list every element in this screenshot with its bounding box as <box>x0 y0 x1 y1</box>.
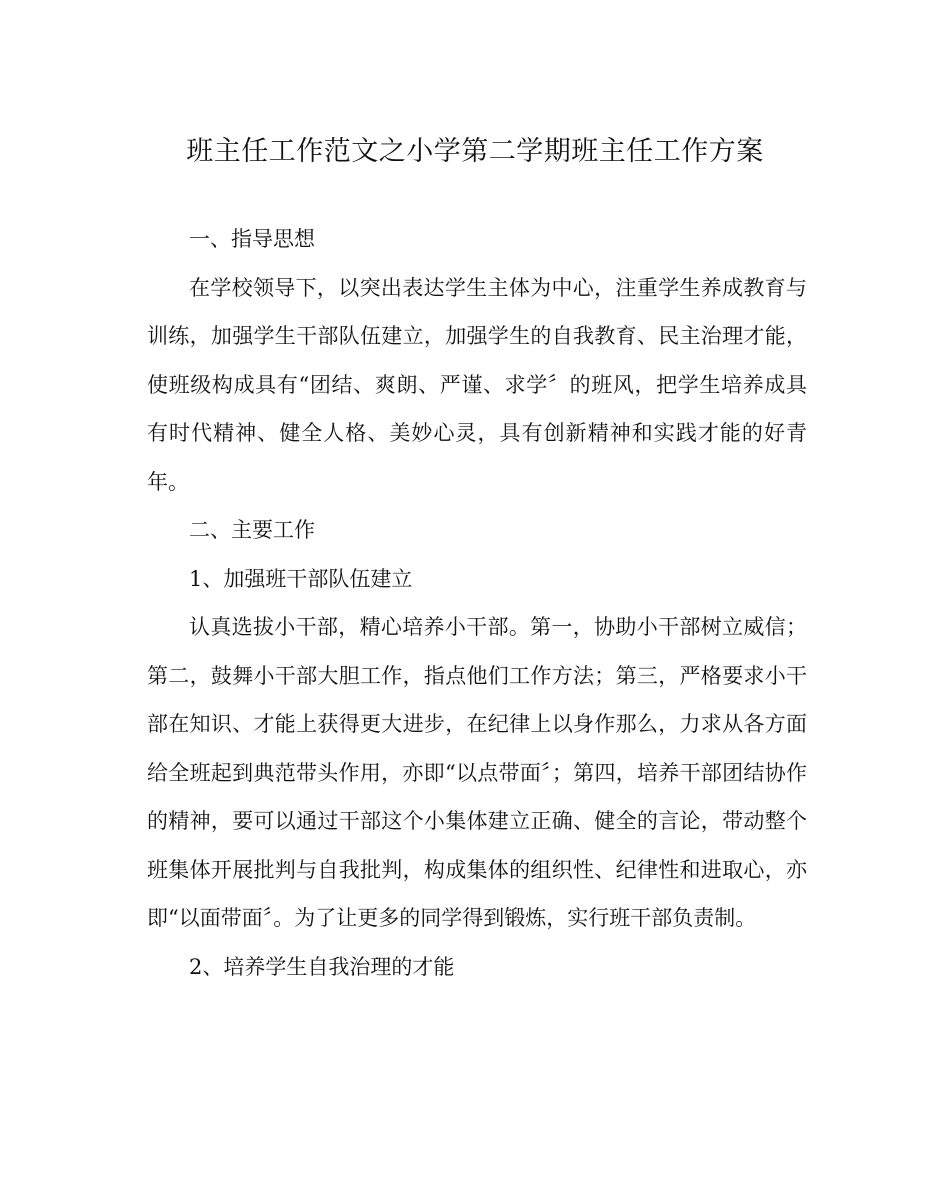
subheading-class-cadre: 1、加强班干部队伍建立 <box>189 566 413 591</box>
paragraph-guiding-thought: 在学校领导下，以突出表达学生主体为中心，注重学生养成教育与训练，加强学生干部队伍建立，加强学生的自我教育、民主治理才能，使班级构成具有“团结、爽朗、严谨、求学〞的班风，把学生培养成具有时代精神、健全人格、美妙心灵，具有创新精神和实践才能的好青年。 <box>147 275 807 494</box>
document-title: 班主任工作范文之小学第二学期班主任工作方案 <box>186 136 764 167</box>
section-heading-guiding-thought: 一、指导思想 <box>189 227 315 251</box>
subheading-self-management: 2、培养学生自我治理的才能 <box>189 954 455 979</box>
section-heading-main-work: 二、主要工作 <box>189 518 315 542</box>
document-body <box>147 215 807 991</box>
paragraph-class-cadre: 认真选拔小干部，精心培养小干部。第一，协助小干部树立威信；第二，鼓舞小干部大胆工作，指点他们工作方法；第三，严格要求小干部在知识、才能上获得更大进步，在纪律上以身作那么，力求从各方面给全班起到典范带头作用，亦即“以点带面〞；第四，培养干部团结协作的精神，要可以通过干部这个小集体建立正确、健全的言论，带动整个班集体开展批判与自我批判，构成集体的组织性、纪律性和进取心，亦即“以面带面〞。为了让更多的同学得到锻炼，实行班干部负责制。 <box>147 615 807 930</box>
